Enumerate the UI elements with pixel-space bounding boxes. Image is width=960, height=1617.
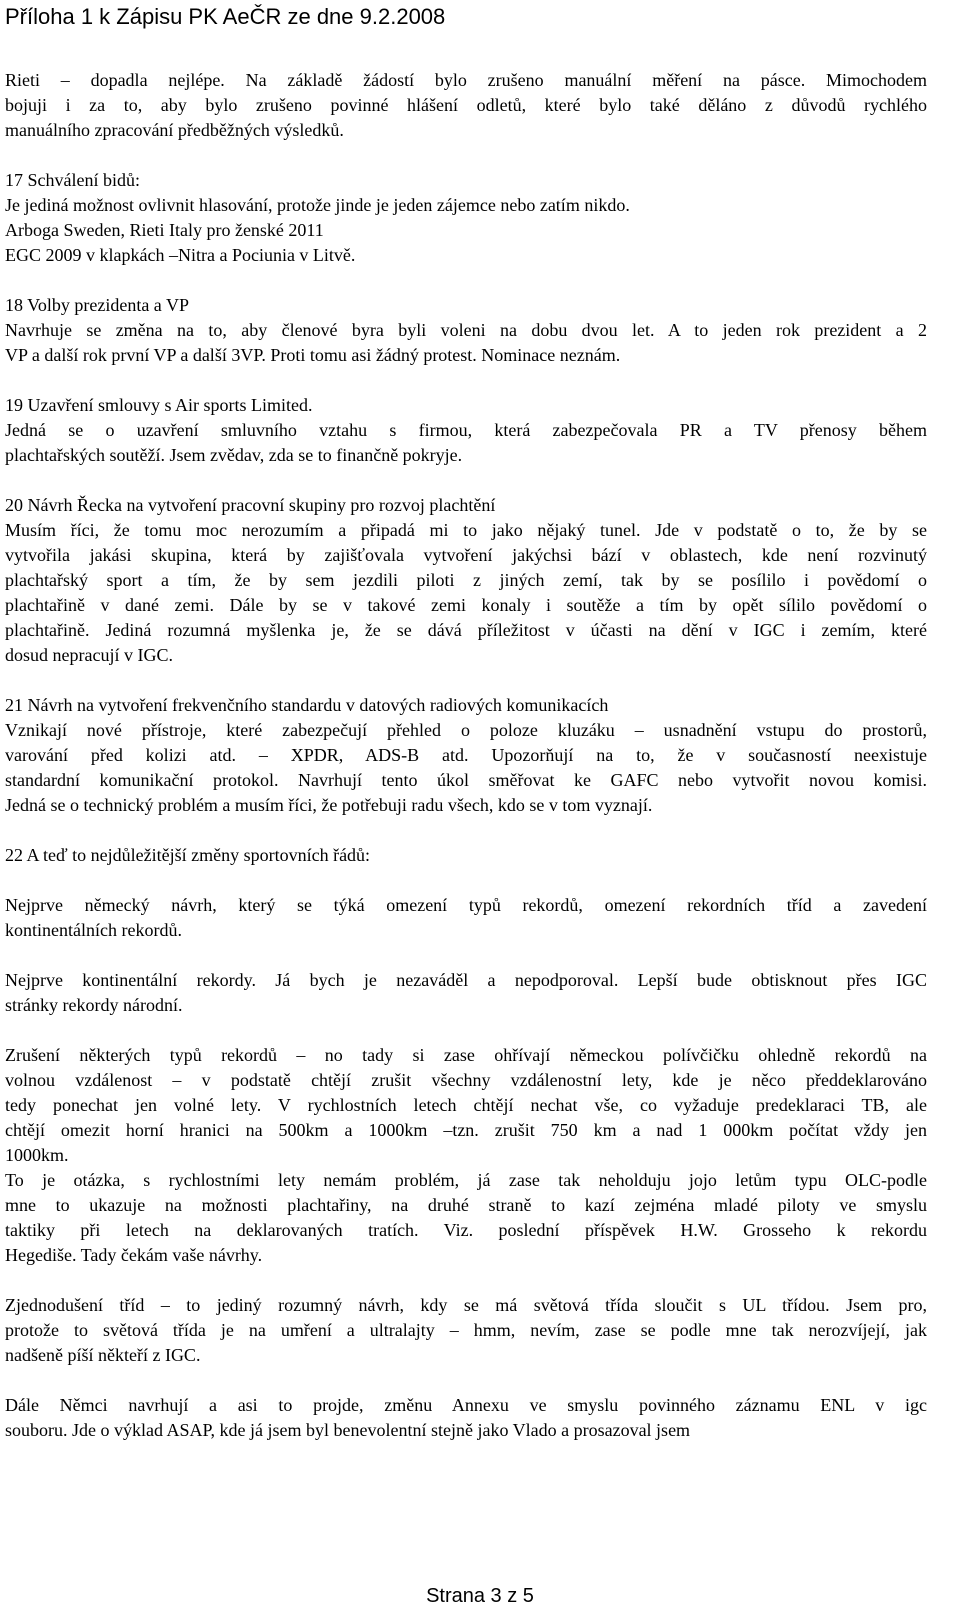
paragraph (5, 1043, 927, 1268)
text-line: Zrušení některých typů rekordů – no tady si zase ohřívají německou polívčičku ohledně rekordů na (5, 1045, 927, 1065)
paragraph (5, 293, 927, 368)
text-line: Nejprve kontinentální rekordy. Já bych je nezaváděl a nepodporoval. Lepší bude obtisknout přes IGC (5, 970, 927, 990)
text-line: 21 Návrh na vytvoření frekvenčního standardu v datových radiových komunikacích (5, 695, 609, 715)
text-line: Rieti – dopadla nejlépe. Na základě žádostí bylo zrušeno manuální měření na pásce. Mimochodem (5, 70, 927, 90)
paragraph (5, 693, 927, 818)
text-line: 22 A teď to nejdůležitější změny sportovních řádů: (5, 845, 371, 865)
text-line: stránky rekordy národní. (5, 995, 183, 1015)
text-line: Vznikají nové přístroje, které zabezpečují přehled o poloze kluzáku – usnadnění vstupu do prostorů, (5, 720, 927, 740)
text-line: vytvořila jakási skupina, která by zajišťovala vytvoření jakýchsi bází v oblastech, kde není rozvinutý (5, 545, 927, 565)
text-line: Musím říci, že tomu moc nerozumím a připadá mi to jako nějaký tunel. Jde v podstatě o to, že by se (5, 520, 927, 540)
text-line: Jedná se o technický problém a musím říci, že potřebuji radu všech, kdo se v tom vyznají. (5, 795, 653, 815)
text-line: Nejprve německý návrh, který se týká omezení typů rekordů, omezení rekordních tříd a zavedení (5, 895, 927, 915)
text-line: dosud nepracují v IGC. (5, 645, 173, 665)
text-line: taktiky při letech na deklarovaných tratích. Viz. poslední příspěvek H.W. Grosseho k rekordu (5, 1220, 927, 1240)
paragraph (5, 393, 927, 468)
text-line: 20 Návrh Řecka na vytvoření pracovní skupiny pro rozvoj plachtění (5, 495, 496, 515)
paragraph (5, 493, 927, 668)
text-line: protože to světová třída je na umření a ultralajty – hmm, nevím, zase se podle mne tak nerozvíjejí, jak (5, 1320, 927, 1340)
text-line: plachtařský sport a tím, že by sem jezdili piloti z jiných zemí, tak by se posílilo i povědomí o (5, 570, 927, 590)
text-line: kontinentálních rekordů. (5, 920, 182, 940)
text-line: varování před kolizi atd. – XPDR, ADS-B atd. Upozorňují na to, že v současností neexistuje (5, 745, 927, 765)
text-line: manuálního zpracování předběžných výsledků. (5, 120, 344, 140)
text-line: standardní komunikační protokol. Navrhují tento úkol směřovat ke GAFC nebo vytvořit novou komisi. (5, 770, 927, 790)
text-line: 17 Schválení bidů: (5, 170, 140, 190)
paragraph (5, 1393, 927, 1443)
text-line: chtějí omezit horní hranici na 500km a 1000km –tzn. zrušit 750 km a nad 1 000km počítat vždy jen (5, 1120, 927, 1140)
paragraph (5, 68, 927, 143)
text-line: plachtařině. Jediná rozumná myšlenka je, že se dává příležitost v účasti na dění v IGC i zemím, které (5, 620, 927, 640)
text-line: 1000km. (5, 1145, 69, 1165)
text-line: volnou vzdálenost – v podstatě chtějí zrušit všechny vzdálenostní lety, kde je něco předdeklarováno (5, 1070, 927, 1090)
text-line: mne to ukazuje na možnosti plachtařiny, na druhé straně to kazí zejména mladé piloty ve smyslu (5, 1195, 927, 1215)
text-line: Zjednodušení tříd – to jediný rozumný návrh, kdy se má světová třída sloučit s UL třídou. Jsem pro, (5, 1295, 927, 1315)
text-line: VP a další rok první VP a další 3VP. Proti tomu asi žádný protest. Nominace neznám. (5, 345, 621, 365)
paragraph (5, 968, 927, 1018)
text-line: 19 Uzavření smlouvy s Air sports Limited. (5, 395, 313, 415)
text-line: plachtařině v dané zemi. Dále by se v takové zemi konaly i soutěže a tím by opět sílilo povědomí o (5, 595, 927, 615)
text-line: Dále Němci navrhují a asi to projde, změnu Annexu ve smyslu povinného záznamu ENL v igc (5, 1395, 927, 1415)
text-line: bojuji i za to, aby bylo zrušeno povinné hlášení odletů, které bylo také děláno z důvodů rychlého (5, 95, 927, 115)
text-line: Jedná se o uzavření smluvního vztahu s firmou, která zabezpečovala PR a TV přenosy během (5, 420, 927, 440)
text-line: 18 Volby prezidenta a VP (5, 295, 189, 315)
paragraph (5, 843, 927, 868)
page-header-title: Příloha 1 k Zápisu PK AeČR ze dne 9.2.2008 (5, 4, 446, 29)
text-line: souboru. Jde o výklad ASAP, kde já jsem byl benevolentní stejně jako Vlado a prosazoval jsem (5, 1420, 691, 1440)
document-body (5, 68, 927, 1468)
paragraph (5, 168, 927, 268)
page-footer-number: Strana 3 z 5 (426, 1585, 534, 1607)
text-line: To je otázka, s rychlostními lety nemám problém, já zase tak neholduju jojo letům typu OLC-podle (5, 1170, 927, 1190)
text-line: Navrhuje se změna na to, aby členové byra byli voleni na dobu dvou let. A to jeden rok prezident a 2 (5, 320, 927, 340)
text-line: EGC 2009 v klapkách –Nitra a Pociunia v Litvě. (5, 245, 356, 265)
paragraph (5, 893, 927, 943)
text-line: Arboga Sweden, Rieti Italy pro ženské 2011 (5, 220, 324, 240)
paragraph (5, 1293, 927, 1368)
text-line: Hegediše. Tady čekám vaše návrhy. (5, 1245, 263, 1265)
text-line: plachtařských soutěží. Jsem zvědav, zda se to finančně pokryje. (5, 445, 463, 465)
text-line: nadšeně píší někteří z IGC. (5, 1345, 201, 1365)
text-line: Je jediná možnost ovlivnit hlasování, protože jinde je jeden zájemce nebo zatím nikdo. (5, 195, 630, 215)
text-line: tedy ponechat jen volné lety. V rychlostních letech chtějí nechat vše, co vyžaduje predeklaraci TB, ale (5, 1095, 927, 1115)
